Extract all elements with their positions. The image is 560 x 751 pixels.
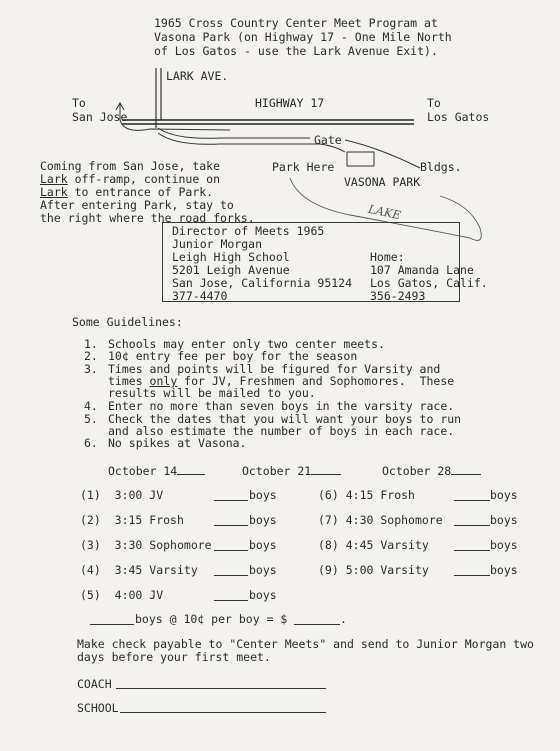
contact-school-3: San Jose, California 95124 [172,276,353,290]
race-time: 4:00 [114,588,143,602]
race-name: Frosh [149,513,184,527]
map-bldgs-label: Bldgs. [420,160,462,174]
race-9-unit: boys [490,563,518,577]
race-6-boys-blank[interactable] [454,500,490,501]
off-ramp [120,104,230,130]
race-time: 4:30 [345,513,374,527]
date-oct-21[interactable] [242,463,341,478]
race-num: (1) [80,488,101,502]
lark-underlined: Lark [40,185,68,199]
guideline-text-6: No spikes at Vasona. [108,436,247,450]
lark-underlined: Lark [40,172,68,186]
race-4-unit: boys [249,563,277,577]
race-time: 5:00 [345,563,374,577]
race-num: (3) [80,538,101,552]
race-name: JV [149,588,164,602]
total-boys-blank[interactable] [90,624,134,625]
race-name: Varsity [380,563,429,577]
directions-line-1: Coming from San Jose, take [40,159,221,173]
contact-home-1: Home: [370,250,405,264]
race-time: 3:15 [114,513,143,527]
contact-school-1: Leigh High School [172,250,290,264]
guideline-text-3-line-1: Times and points will be figured for Varsity and [108,362,441,376]
map-to-left-2: San Jose [72,110,128,124]
date-label-2: October 21 [242,464,312,478]
race-name: Varsity [380,538,429,552]
race-time: 3:30 [114,538,143,552]
race-6-unit: boys [490,488,518,502]
race-9-boys-blank[interactable] [454,575,490,576]
date-check-blank-1[interactable] [177,463,205,475]
date-oct-28[interactable] [382,463,481,478]
race-num: (6) [318,488,339,502]
map-to-right-1: To [427,96,441,110]
payment-line-1: Make check payable to "Center Meets" and send to Junior Morgan two [77,637,534,651]
guideline-num-1: 1. [84,337,98,351]
race-time: 3:00 [114,488,143,502]
race-1-boys-blank[interactable] [214,500,248,501]
date-label-1: October 14 [108,464,178,478]
date-check-blank-2[interactable] [311,463,341,475]
guideline-text-5-line-1: Check the dates that you will want your boys to run [108,412,462,426]
contact-home-phone: 356-2493 [370,289,426,303]
race-time: 4:15 [345,488,374,502]
header-line-3: of Los Gatos - use the Lark Avenue Exit). [154,44,438,58]
race-5 [80,589,163,602]
race-7-unit: boys [490,513,518,527]
school-field[interactable] [120,712,326,713]
race-9 [318,564,429,577]
contact-school-phone: 377-4470 [172,289,228,303]
guideline-3-rest: for JV, Freshmen and Sophomores. These [177,374,455,388]
date-label-3: October 28 [382,464,452,478]
race-5-boys-blank[interactable] [214,600,248,601]
map-gate-label: Gate [314,133,342,147]
race-2-boys-blank[interactable] [214,525,248,526]
map-park-here-label: Park Here [272,160,335,174]
race-num: (2) [80,513,101,527]
race-8-boys-blank[interactable] [454,550,490,551]
guideline-text-1: Schools may enter only two center meets. [108,337,385,351]
header-line-1: 1965 Cross Country Center Meet Program at [154,16,438,30]
map-to-right-2: Los Gatos [427,110,490,124]
fee-amount-blank[interactable] [294,624,340,625]
map-to-left-1: To [72,96,86,110]
guideline-text-2: 10¢ entry fee per boy for the season [108,349,358,363]
guideline-text-5-line-2: and also estimate the number of boys in each race. [108,424,455,438]
contact-school-2: 5201 Leigh Avenue [172,263,290,277]
guideline-num-6: 6. [84,436,98,450]
directions-line-3-rest: to entrance of Park. [67,185,214,199]
coach-field[interactable] [116,688,326,689]
race-name: Varsity [149,563,198,577]
race-1-unit: boys [249,488,277,502]
map-lake-handwritten: LAKE [367,201,403,223]
race-num: (9) [318,563,339,577]
guideline-num-5: 5. [84,412,98,426]
date-oct-14[interactable] [108,463,205,478]
race-name: Frosh [380,488,415,502]
guideline-num-2: 2. [84,349,98,363]
directions-line-4: After entering Park, stay to [40,198,234,212]
race-name: Sophomore [380,513,443,527]
race-4-boys-blank[interactable] [214,575,248,576]
header-line-2: Vasona Park (on Highway 17 - One Mile North [154,30,452,44]
guideline-text-3-line-3: results will be mailed to you. [108,386,316,400]
directions-line-5: the right where the road forks. [40,211,255,225]
race-time: 3:45 [114,563,143,577]
date-check-blank-3[interactable] [451,463,481,475]
race-2-unit: boys [249,513,277,527]
race-num: (8) [318,538,339,552]
guideline-text-4: Enter no more than seven boys in the varsity race. [108,399,455,413]
guideline-num-4: 4. [84,399,98,413]
race-4 [80,564,198,577]
guideline-3-times: times [108,374,150,388]
race-8 [318,539,429,552]
road-to-bldgs [345,140,420,168]
race-3-unit: boys [249,538,277,552]
payment-line-2: days before your first meet. [77,650,271,664]
directions-line-2-rest: off-ramp, continue on [67,172,221,186]
coach-label: COACH [77,677,112,691]
race-6 [318,489,415,502]
map-vasona-park-label: VASONA PARK [344,175,421,189]
parking-box [347,152,374,166]
map-highway-label: HIGHWAY 17 [255,96,325,110]
contact-home-3: Los Gatos, Calif. [370,276,488,290]
race-7-boys-blank[interactable] [454,525,490,526]
contact-name: Junior Morgan [172,237,263,251]
guidelines-heading: Some Guidelines: [72,315,183,329]
guideline-3-only-underlined: only [149,374,178,388]
race-7 [318,514,443,527]
race-name: JV [149,488,164,502]
fee-text: boys @ 10¢ per boy = $ [135,612,288,626]
race-3-boys-blank[interactable] [214,550,248,551]
race-num: (7) [318,513,339,527]
race-num: (4) [80,563,101,577]
race-name: Sophomore [149,538,212,552]
race-5-unit: boys [249,588,277,602]
map-lark-ave-label: LARK AVE. [166,69,229,83]
race-time: 4:45 [345,538,374,552]
contact-home-2: 107 Amanda Lane [370,263,474,277]
race-3 [80,539,212,552]
race-num: (5) [80,588,101,602]
race-1 [80,489,163,502]
school-label: SCHOOL [77,701,119,715]
contact-title: Director of Meets 1965 [172,224,325,238]
fee-period: . [340,612,347,626]
guideline-num-3: 3. [84,362,98,376]
race-2 [80,514,184,527]
race-8-unit: boys [490,538,518,552]
